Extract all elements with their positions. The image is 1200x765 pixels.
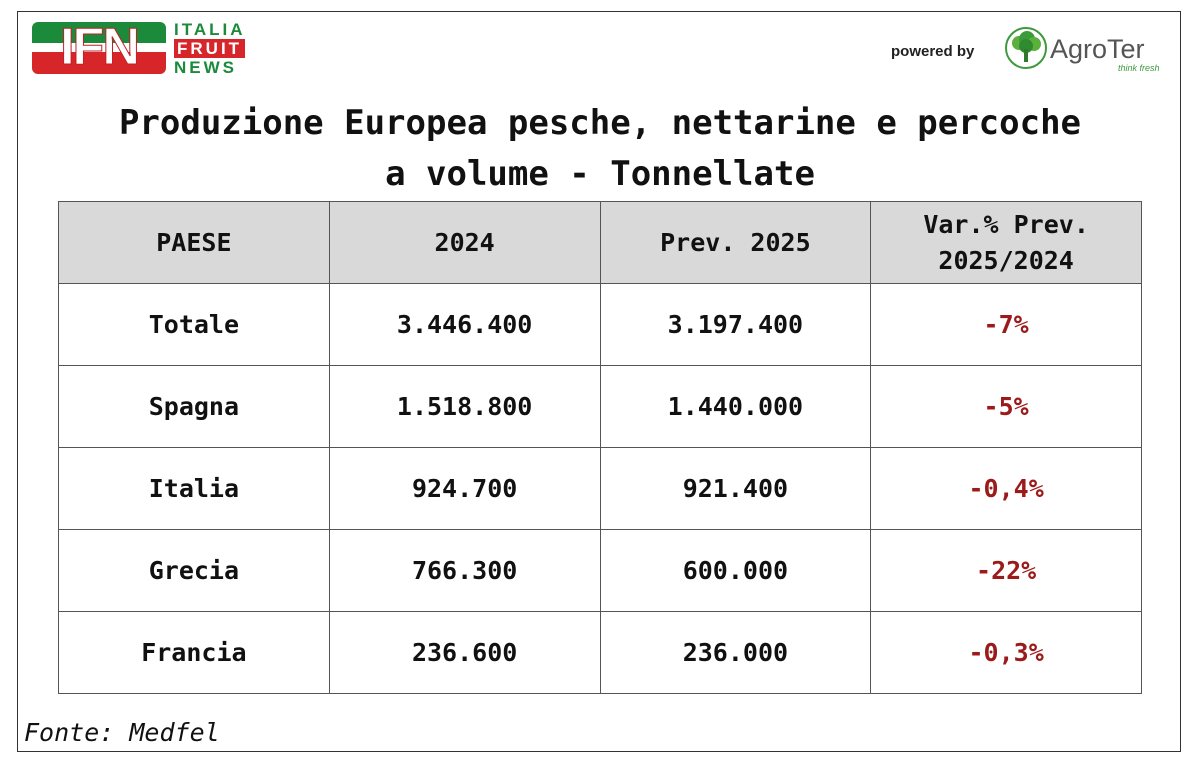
- cell-var: -0,4%: [871, 448, 1142, 530]
- cell-var: -22%: [871, 530, 1142, 612]
- table-title-line-2: a volume - Tonnellate: [385, 154, 815, 194]
- cell-2024: 3.446.400: [329, 284, 600, 366]
- cell-2024: 924.700: [329, 448, 600, 530]
- cell-paese: Grecia: [59, 530, 330, 612]
- cell-var: -7%: [871, 284, 1142, 366]
- cell-2024: 766.300: [329, 530, 600, 612]
- table-row: [59, 448, 1142, 530]
- ifn-wordmark: [174, 20, 246, 77]
- source-note: Fonte: Medfel: [24, 718, 220, 747]
- table-header-row: [59, 202, 1142, 284]
- cell-prev-2025: 1.440.000: [600, 366, 871, 448]
- table-title-line-1: Produzione Europea pesche, nettarine e percoche: [118, 103, 1082, 143]
- cell-2024: 236.600: [329, 612, 600, 694]
- table-row: [59, 366, 1142, 448]
- ifn-word-fruit: FRUIT: [174, 39, 245, 58]
- agroter-name: AgroTer: [1050, 34, 1145, 64]
- cell-prev-2025: 600.000: [600, 530, 871, 612]
- column-header-var-line-2: 2025/2024: [938, 245, 1074, 275]
- tree-icon: [1005, 27, 1047, 69]
- ifn-word-italia: ITALIA: [174, 20, 246, 39]
- cell-paese: Spagna: [59, 366, 330, 448]
- cell-prev-2025: 236.000: [600, 612, 871, 694]
- table-row: [59, 612, 1142, 694]
- cell-var: -0,3%: [871, 612, 1142, 694]
- column-header-paese: PAESE: [59, 202, 330, 284]
- cell-2024: 1.518.800: [329, 366, 600, 448]
- powered-by-label: powered by: [891, 43, 975, 60]
- column-header-prev-2025: Prev. 2025: [600, 202, 871, 284]
- column-header-2024: 2024: [329, 202, 600, 284]
- ifn-logo: [32, 20, 262, 78]
- cell-paese: Francia: [59, 612, 330, 694]
- cell-paese: Totale: [59, 284, 330, 366]
- cell-paese: Italia: [59, 448, 330, 530]
- table-row: [59, 284, 1142, 366]
- ifn-letters: IFN: [60, 18, 138, 76]
- cell-var: -5%: [871, 366, 1142, 448]
- column-header-var: [871, 202, 1142, 284]
- cell-prev-2025: 921.400: [600, 448, 871, 530]
- cell-prev-2025: 3.197.400: [600, 284, 871, 366]
- column-header-var-line-1: Var.% Prev.: [923, 209, 1089, 239]
- data-table: [58, 201, 1142, 694]
- table-row: [59, 530, 1142, 612]
- ifn-word-news: NEWS: [174, 58, 237, 77]
- agroter-tagline: think fresh: [1118, 63, 1160, 73]
